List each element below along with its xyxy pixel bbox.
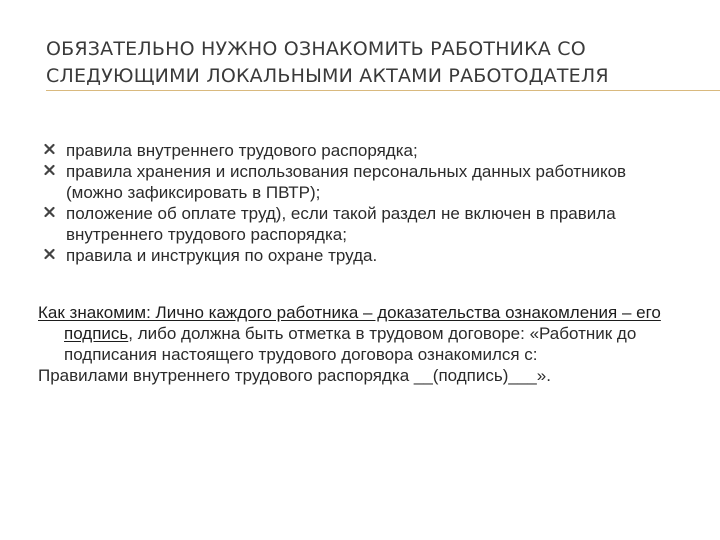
cross-bullet-icon <box>44 163 55 177</box>
familiarization-rest-text: , либо должна быть отметка в трудовом договоре: «Работник до подписания настоящего трудового договора ознакомился с: <box>64 324 637 364</box>
list-item-text: положение об оплате труд), если такой раздел не включен в правила внутреннего трудового распорядка; <box>66 204 616 244</box>
slide-title-line-2: СЛЕДУЮЩИМИ ЛОКАЛЬНЫМИ АКТАМИ РАБОТОДАТЕЛЯ <box>46 65 609 87</box>
cross-bullet-icon <box>44 205 55 219</box>
list-item <box>44 203 664 245</box>
slide-title-line-1: ОБЯЗАТЕЛЬНО НУЖНО ОЗНАКОМИТЬ РАБОТНИКА СО <box>46 38 586 60</box>
list-item-text: правила внутреннего трудового распорядка; <box>66 141 418 160</box>
slide-title <box>46 36 686 90</box>
cross-bullet-icon <box>44 247 55 261</box>
familiarization-last-line: Правилами внутреннего трудового распорядка __(подпись)___». <box>38 366 551 385</box>
list-item-text: правила хранения и использования персональных данных работников (можно зафиксировать в ПВТР); <box>66 162 627 202</box>
cross-bullet-icon <box>44 142 55 156</box>
title-divider <box>46 90 720 91</box>
list-item <box>44 161 664 203</box>
familiarization-paragraph <box>38 302 678 365</box>
list-item <box>44 140 664 161</box>
familiarization-underlined-text: Как знакомим: Лично каждого работника – доказательства ознакомления – его подпись <box>38 303 661 343</box>
list-item-text: правила и инструкция по охране труда. <box>66 246 378 265</box>
acts-list <box>44 140 664 266</box>
list-item <box>44 245 664 266</box>
familiarization-block <box>38 302 678 386</box>
